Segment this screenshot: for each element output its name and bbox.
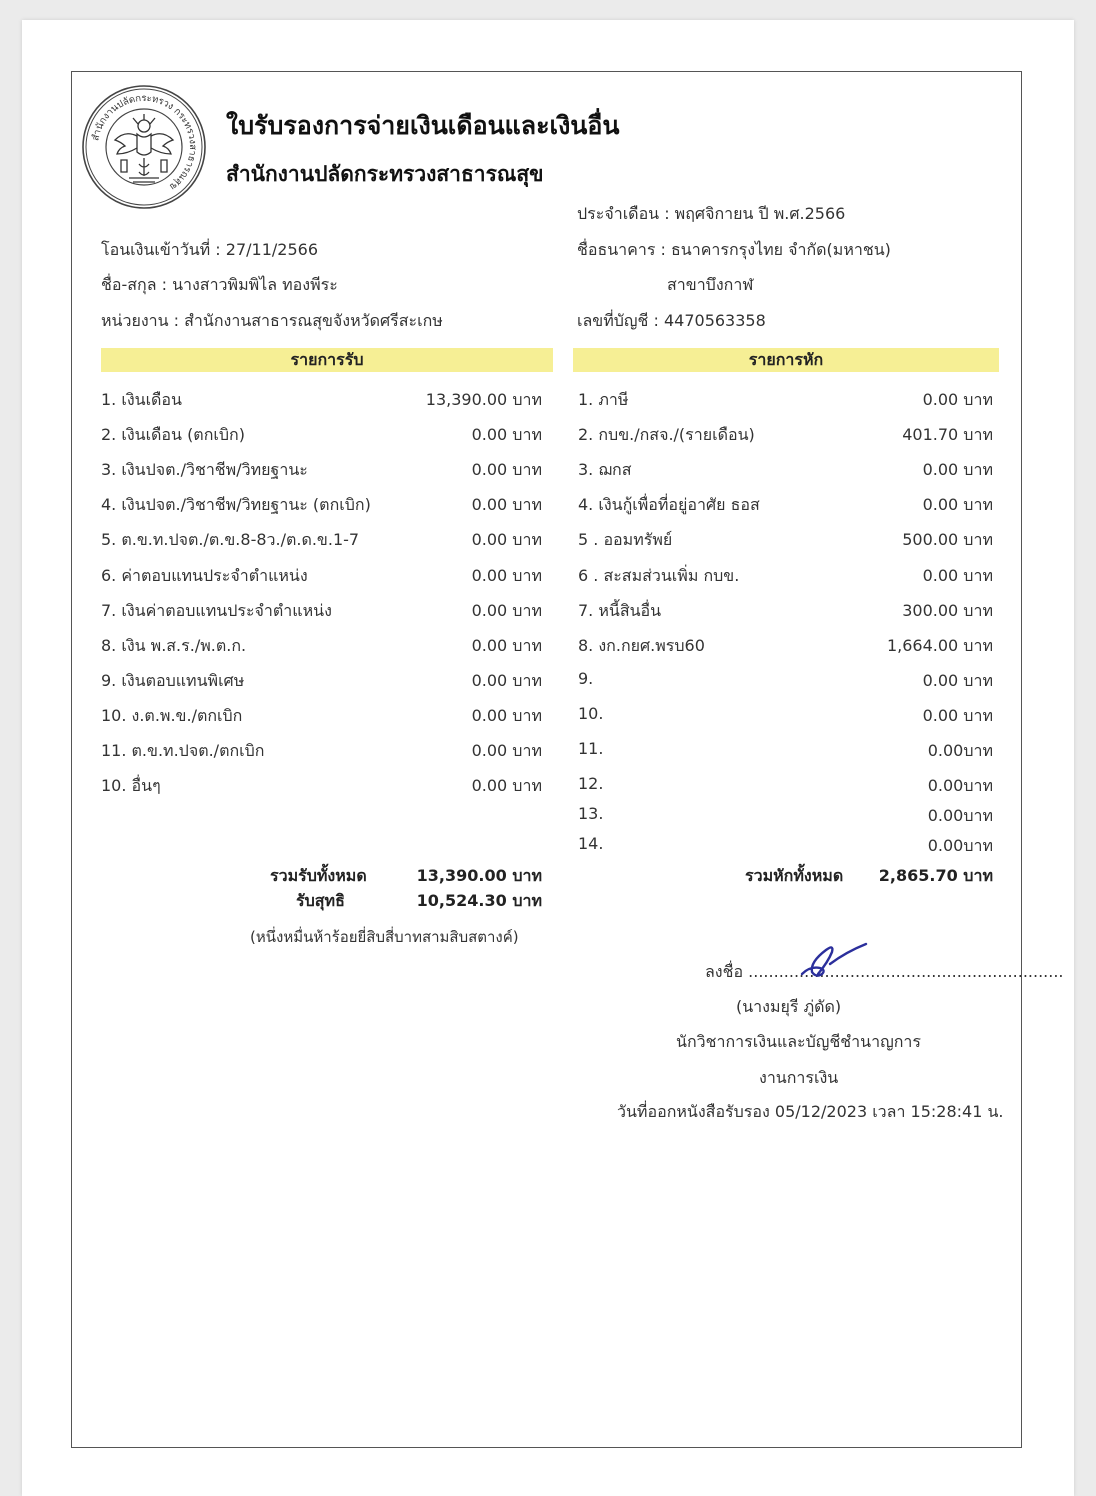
deduction-item-label: 12. xyxy=(578,774,604,793)
deduction-item-row xyxy=(578,739,993,761)
income-item-amount: 0.00 บาท xyxy=(471,741,542,760)
income-item-amount: 0.00 บาท xyxy=(471,636,542,655)
income-item-row xyxy=(101,458,542,480)
income-item-amount: 0.00 บาท xyxy=(471,425,542,444)
deduction-item-amount: 0.00บาท xyxy=(927,776,993,795)
deduction-item-amount: 500.00 บาท xyxy=(902,530,993,549)
income-item-row xyxy=(101,774,542,796)
deduction-item-amount: 401.70 บาท xyxy=(902,425,993,444)
income-item-label: 11. ต.ข.ท.ปจต./ตกเบิก xyxy=(101,741,265,760)
bank-branch: สาขาบึงกาฬ xyxy=(667,275,754,294)
ministry-seal-icon xyxy=(81,84,207,210)
income-item-label: 8. เงิน พ.ส.ร./พ.ต.ก. xyxy=(101,636,247,655)
deduction-item-row xyxy=(578,388,993,410)
income-total-label: รวมรับทั้งหมด xyxy=(270,866,367,885)
income-item-row xyxy=(101,564,542,586)
deductions-total-amount: 2,865.70 บาท xyxy=(878,866,993,885)
deduction-item-row xyxy=(578,669,993,691)
work-unit: หน่วยงาน : สำนักงานสาธารณสุขจังหวัดศรีสะเกษ xyxy=(101,311,443,330)
deduction-item-amount: 300.00 บาท xyxy=(902,601,993,620)
deduction-item-label: 14. xyxy=(578,834,604,853)
deduction-item-amount: 0.00 บาท xyxy=(922,495,993,514)
deduction-item-row xyxy=(578,564,993,586)
deduction-item-label: 8. งก.กยศ.พรบ60 xyxy=(578,636,705,655)
income-item-amount: 0.00 บาท xyxy=(471,706,542,725)
deduction-item-row xyxy=(578,634,993,656)
deduction-item-label: 11. xyxy=(578,739,604,758)
deduction-item-label: 13. xyxy=(578,804,604,823)
deduction-item-amount: 0.00บาท xyxy=(927,806,993,825)
document-subtitle: สำนักงานปลัดกระทรวงสาธารณสุข xyxy=(226,162,544,186)
issue-datetime: วันที่ออกหนังสือรับรอง 05/12/2023 เวลา 15:28:41 น. xyxy=(617,1102,1004,1121)
income-item-label: 3. เงินปจต./วิชาชีพ/วิทยฐานะ xyxy=(101,460,308,479)
deduction-item-amount: 0.00 บาท xyxy=(922,706,993,725)
deduction-item-label: 9. xyxy=(578,669,594,688)
income-item-amount: 0.00 บาท xyxy=(471,495,542,514)
deductions-total-label: รวมหักทั้งหมด xyxy=(745,866,844,885)
income-item-label: 10. อื่นๆ xyxy=(101,776,161,795)
deduction-item-row xyxy=(578,804,993,826)
deduction-item-label: 1. ภาษี xyxy=(578,390,629,409)
employee-name: ชื่อ-สกุล : นางสาวพิมพิไล ทองพีระ xyxy=(101,275,338,294)
income-item-row xyxy=(101,599,542,621)
deduction-item-amount: 0.00 บาท xyxy=(922,460,993,479)
deduction-item-row xyxy=(578,704,993,726)
pay-month: ประจำเดือน : พฤศจิกายน ปี พ.ศ.2566 xyxy=(577,204,846,223)
deduction-item-label: 7. หนี้สินอื่น xyxy=(578,601,662,620)
signer-name: (นางมยุรี ภู่ดัด) xyxy=(736,997,842,1016)
document-title: ใบรับรองการจ่ายเงินเดือนและเงินอื่น xyxy=(226,111,620,140)
income-item-label: 2. เงินเดือน (ตกเบิก) xyxy=(101,425,245,444)
deduction-item-amount: 0.00บาท xyxy=(927,836,993,855)
deduction-item-row xyxy=(578,458,993,480)
income-item-amount: 13,390.00 บาท xyxy=(425,390,542,409)
income-item-row xyxy=(101,423,542,445)
handwritten-signature-icon xyxy=(796,938,870,980)
income-item-label: 1. เงินเดือน xyxy=(101,390,182,409)
income-item-label: 9. เงินตอบแทนพิเศษ xyxy=(101,671,245,690)
bank-name: ชื่อธนาคาร : ธนาคารกรุงไทย จำกัด(มหาชน) xyxy=(577,240,891,259)
deduction-item-row xyxy=(578,834,993,856)
deduction-item-label: 4. เงินกู้เพื่อที่อยู่อาศัย ธอส xyxy=(578,495,760,514)
income-item-row xyxy=(101,739,542,761)
income-item-row xyxy=(101,528,542,550)
net-income-label: รับสุทธิ xyxy=(296,891,345,910)
deduction-item-amount: 0.00บาท xyxy=(927,741,993,760)
seal-text: สำนักงานปลัดกระทรวง กระทรวงสาธารณสุข xyxy=(90,92,199,193)
deduction-item-amount: 0.00 บาท xyxy=(922,390,993,409)
signature-line: ลงชื่อ .............................................................. xyxy=(705,962,1064,981)
income-item-amount: 0.00 บาท xyxy=(471,566,542,585)
income-item-row xyxy=(101,669,542,691)
signer-department: งานการเงิน xyxy=(759,1068,839,1087)
deduction-item-row xyxy=(578,599,993,621)
deduction-item-label: 2. กบข./กสจ./(รายเดือน) xyxy=(578,425,755,444)
account-number: เลขที่บัญชี : 4470563358 xyxy=(577,311,766,330)
income-item-row xyxy=(101,704,542,726)
income-item-amount: 0.00 บาท xyxy=(471,776,542,795)
deduction-item-row xyxy=(578,528,993,550)
income-header: รายการรับ xyxy=(101,348,553,372)
deduction-item-amount: 0.00 บาท xyxy=(922,671,993,690)
income-item-amount: 0.00 บาท xyxy=(471,671,542,690)
net-income-amount: 10,524.30 บาท xyxy=(416,891,542,910)
deduction-item-row xyxy=(578,493,993,515)
income-item-row xyxy=(101,493,542,515)
signer-position: นักวิชาการเงินและบัญชีชำนาญการ xyxy=(676,1032,921,1051)
deduction-item-label: 3. ฌกส xyxy=(578,460,632,479)
income-item-amount: 0.00 บาท xyxy=(471,530,542,549)
income-item-label: 10. ง.ต.พ.ข./ตกเบิก xyxy=(101,706,243,725)
deduction-item-row xyxy=(578,774,993,796)
deduction-item-label: 10. xyxy=(578,704,604,723)
income-item-label: 4. เงินปจต./วิชาชีพ/วิทยฐานะ (ตกเบิก) xyxy=(101,495,371,514)
income-item-label: 7. เงินค่าตอบแทนประจำตำแหน่ง xyxy=(101,601,332,620)
deductions-header: รายการหัก xyxy=(573,348,999,372)
income-item-row xyxy=(101,388,542,410)
deduction-item-amount: 0.00 บาท xyxy=(922,566,993,585)
income-item-label: 6. ค่าตอบแทนประจำตำแหน่ง xyxy=(101,566,308,585)
deduction-item-label: 5 . ออมทรัพย์ xyxy=(578,530,673,549)
deduction-item-label: 6 . สะสมส่วนเพิ่ม กบข. xyxy=(578,566,740,585)
income-item-label: 5. ต.ข.ท.ปจต./ต.ข.8-8ว./ต.ด.ข.1-7 xyxy=(101,530,360,549)
income-item-amount: 0.00 บาท xyxy=(471,601,542,620)
deduction-item-amount: 1,664.00 บาท xyxy=(886,636,993,655)
income-item-amount: 0.00 บาท xyxy=(471,460,542,479)
transfer-date: โอนเงินเข้าวันที่ : 27/11/2566 xyxy=(101,240,318,259)
deduction-item-row xyxy=(578,423,993,445)
net-income-in-words: (หนึ่งหมื่นห้าร้อยยี่สิบสี่บาทสามสิบสตางค์) xyxy=(250,928,519,946)
income-item-row xyxy=(101,634,542,656)
income-total-amount: 13,390.00 บาท xyxy=(416,866,542,885)
